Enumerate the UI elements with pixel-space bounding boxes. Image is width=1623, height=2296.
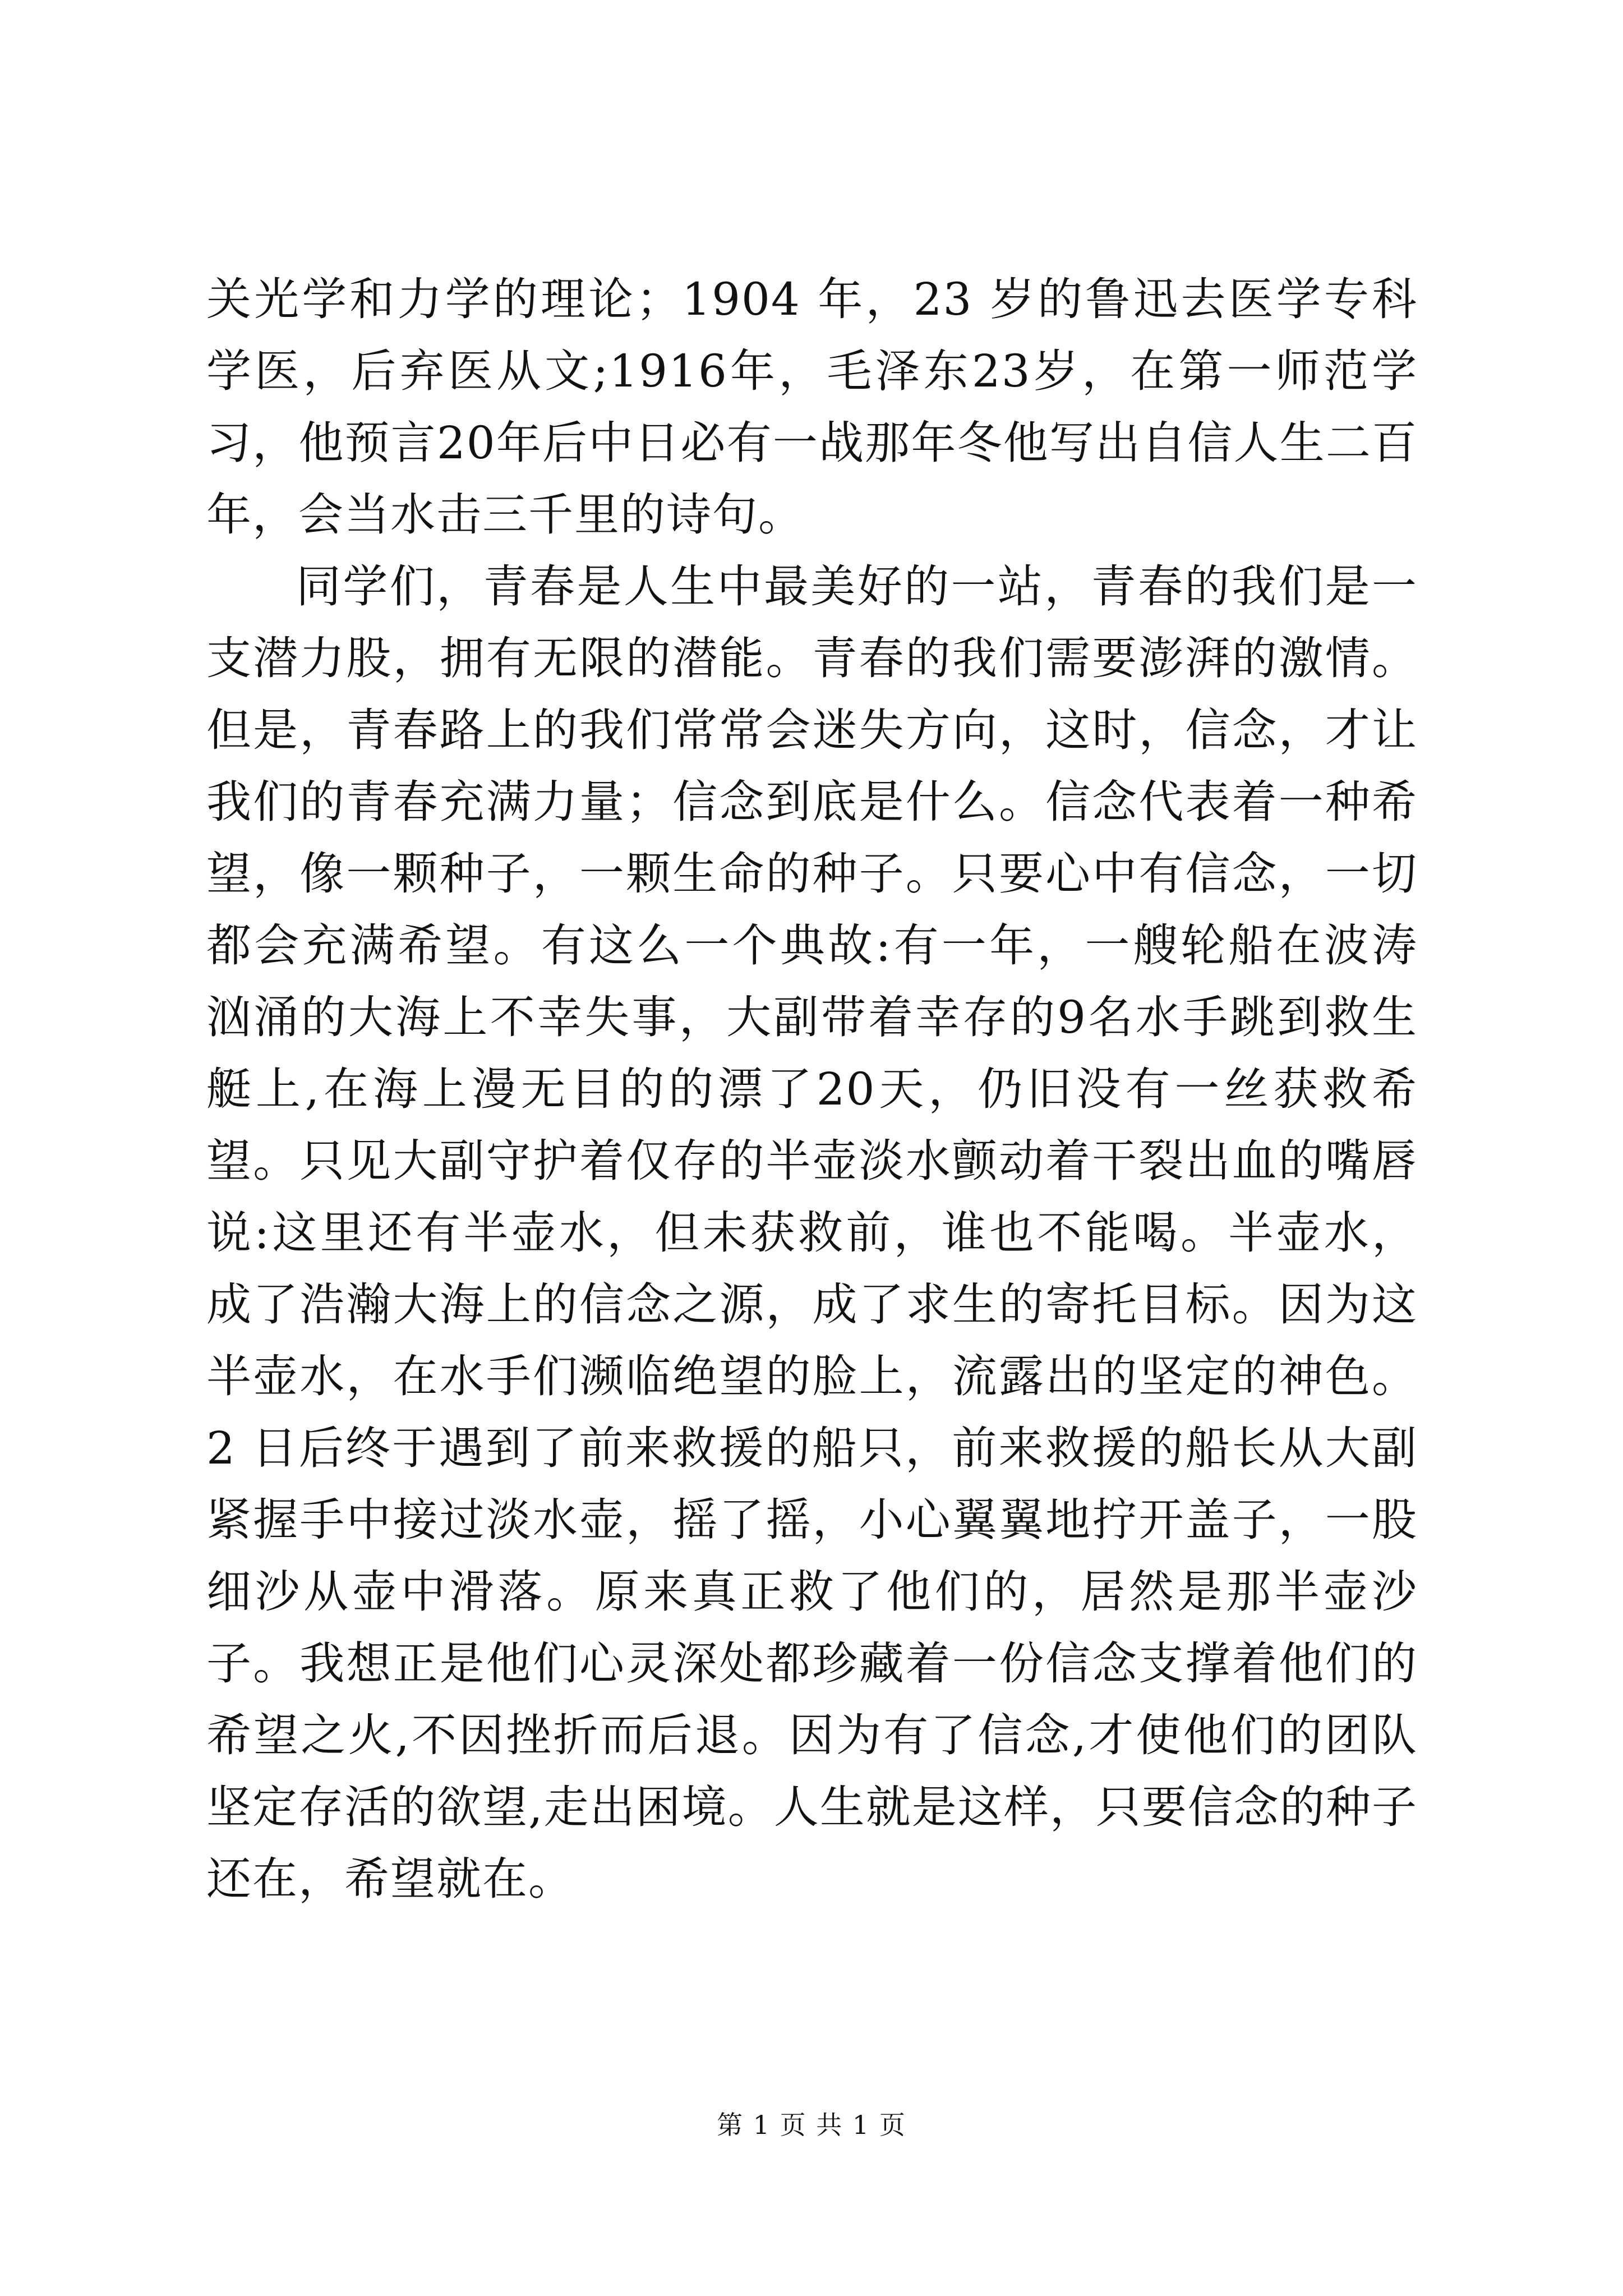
page-footer: 第 1 页 共 1 页 <box>717 2110 906 2140</box>
document-body <box>206 264 1418 1915</box>
paragraph-continuation: 关光学和力学的理论；1904 年，23 岁的鲁迅去医学专科学医，后弃医从文;1916年，毛泽东23岁，在第一师范学习，他预言20年后中日必有一战那年冬他写出自信人生二百年，会当水击三千里的诗句。 <box>206 273 1418 541</box>
paragraph-belief: 同学们，青春是人生中最美好的一站，青春的我们是一支潜力股，拥有无限的潜能。青春的我们需要澎湃的激情。但是，青春路上的我们常常会迷失方向，这时，信念，才让我们的青春充满力量；信念到底是什么。信念代表着一种希望，像一颗种子，一颗生命的种子。只要心中有信念，一切都会充满希望。有这么一个典故:有一年，一艘轮船在波涛汹涌的大海上不幸失事，大副带着幸存的9名水手跳到救生艇上,在海上漫无目的的漂了20天，仍旧没有一丝获救希望。只见大副守护着仅存的半壶淡水颤动着干裂出血的嘴唇说:这里还有半壶水，但未获救前，谁也不能喝。半壶水，成了浩瀚大海上的信念之源，成了求生的寄托目标。因为这半壶水，在水手们濒临绝望的脸上，流露出的坚定的神色。2 日后终于遇到了前来救援的船只，前来救援的船长从大副紧握手中接过淡水壶，摇了摇，小心翼翼地拧开盖子，一股细沙从壶中滑落。原来真正救了他们的，居然是那半壶沙子。我想正是他们心灵深处都珍藏着一份信念支撑着他们的希望之火,不因挫折而后退。因为有了信念,才使他们的团队坚定存活的欲望,走出困境。人生就是这样，只要信念的种子还在，希望就在。 <box>206 560 1418 1905</box>
